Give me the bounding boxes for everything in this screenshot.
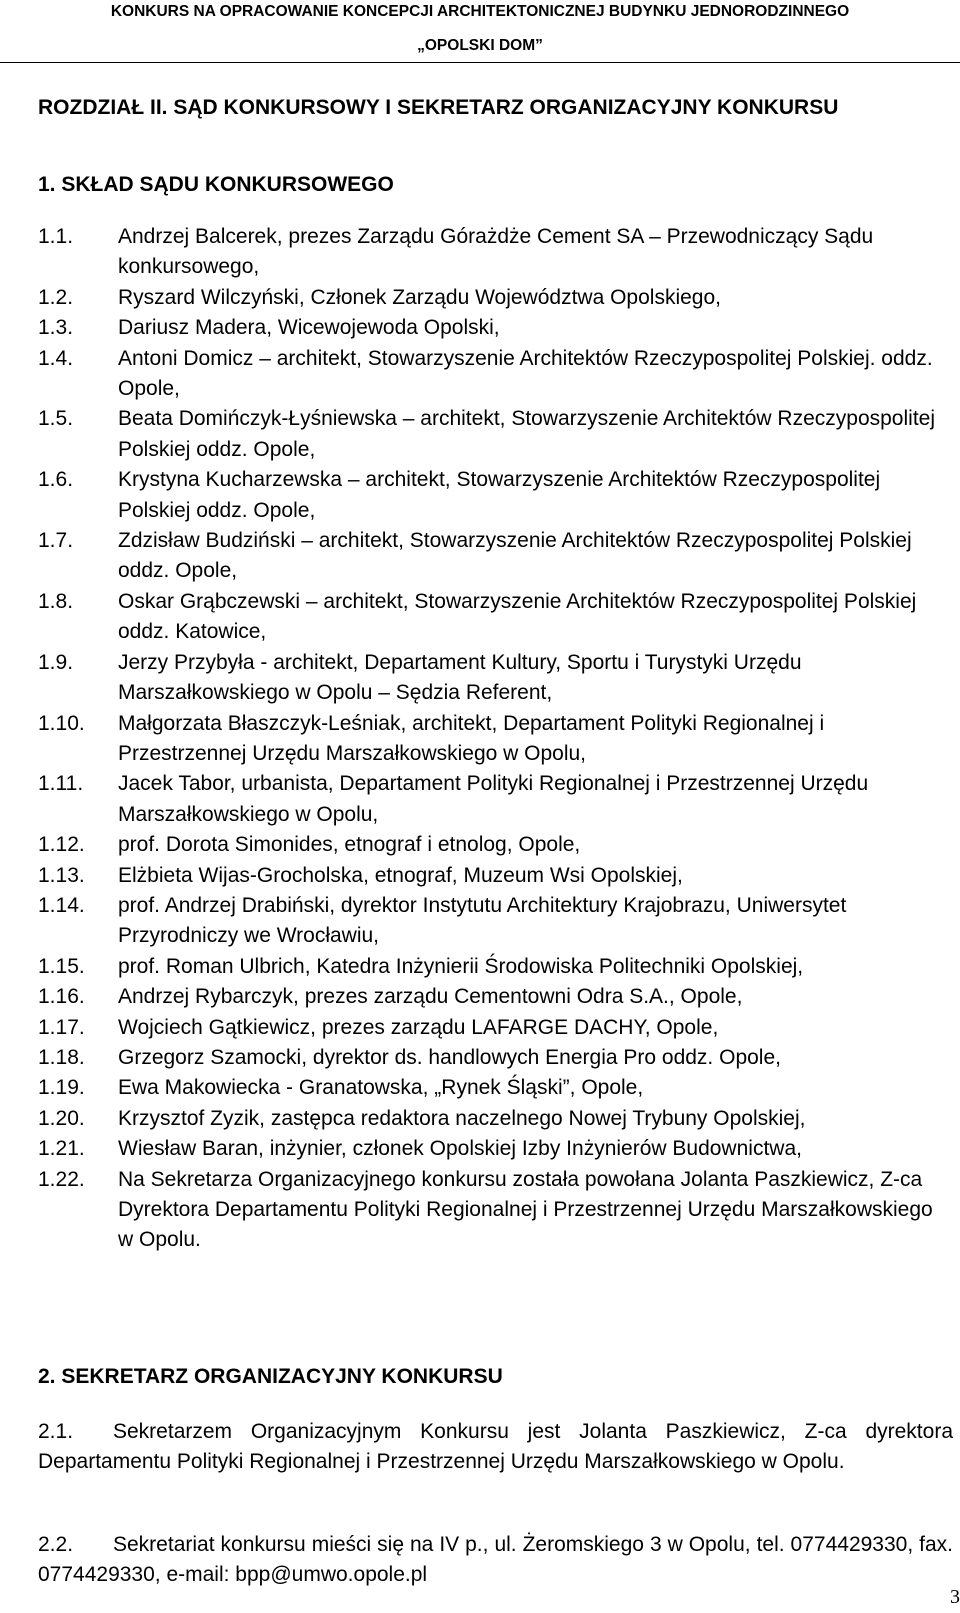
item-number: 1.18. bbox=[38, 1045, 85, 1069]
item-number: 1.21. bbox=[38, 1137, 85, 1161]
item-text: prof. Dorota Simonides, etnograf i etnolog, Opole, bbox=[118, 833, 581, 857]
item-text: Ryszard Wilczyński, Członek Zarządu Województwa Opolskiego, bbox=[118, 285, 721, 309]
item-number: 1.20. bbox=[38, 1106, 85, 1130]
item-text: Andrzej Rybarczyk, prezes zarządu Cementowni Odra S.A., Opole, bbox=[118, 985, 743, 1009]
paragraph-2-1 bbox=[38, 1417, 953, 1477]
paragraph-text: Sekretariat konkursu mieści się na IV p., ul. Żeromskiego 3 w Opolu, tel. 0774429330, fax. 0774429330, e-mail: bpp@umwo.opole.pl bbox=[38, 1533, 953, 1586]
list-item bbox=[38, 1073, 953, 1103]
item-number: 1.12. bbox=[38, 833, 85, 857]
paragraph-2-2 bbox=[38, 1530, 953, 1590]
item-number: 1.13. bbox=[38, 863, 85, 887]
list-item bbox=[38, 587, 953, 648]
header-title: KONKURS NA OPRACOWANIE KONCEPCJI ARCHITEKTONICZNEJ BUDYNKU JEDNORODZINNEGO bbox=[110, 3, 850, 20]
list-item bbox=[38, 344, 953, 405]
item-number: 1.19. bbox=[38, 1076, 85, 1100]
paragraph-number: 2.2. bbox=[38, 1533, 74, 1556]
list-item bbox=[38, 222, 953, 283]
item-number: 1.14. bbox=[38, 893, 85, 917]
item-text: Ewa Makowiecka - Granatowska, „Rynek Śląski”, Opole, bbox=[118, 1076, 644, 1100]
item-text: prof. Andrzej Drabiński, dyrektor Instytutu Architektury Krajobrazu, Uniwersytet Przyrodniczy we Wrocławiu, bbox=[118, 893, 847, 948]
item-text: Andrzej Balcerek, prezes Zarządu Górażdże Cement SA – Przewodniczący Sądu konkursowego, bbox=[118, 225, 874, 279]
item-text: Grzegorz Szamocki, dyrektor ds. handlowych Energia Pro oddz. Opole, bbox=[118, 1045, 781, 1069]
item-number: 1.15. bbox=[38, 954, 85, 978]
item-text: Jacek Tabor, urbanista, Departament Polityki Regionalnej i Przestrzennej Urzędu Marszałkowskiego w Opolu, bbox=[118, 772, 869, 826]
header-divider bbox=[0, 62, 960, 63]
item-number: 1.4. bbox=[38, 346, 74, 370]
item-number: 1.7. bbox=[38, 529, 74, 553]
section-title-2: 2. SEKRETARZ ORGANIZACYJNY KONKURSU bbox=[38, 1365, 503, 1388]
item-text: Oskar Grąbczewski – architekt, Stowarzyszenie Architektów Rzeczypospolitej Polskiej oddz. Katowice, bbox=[118, 589, 917, 644]
list-item bbox=[38, 1013, 953, 1043]
list-item bbox=[38, 769, 953, 830]
item-number: 1.5. bbox=[38, 407, 74, 431]
list-item bbox=[38, 526, 953, 587]
item-number: 1.2. bbox=[38, 285, 74, 309]
item-number: 1.11. bbox=[38, 772, 84, 796]
item-text: Wojciech Gątkiewicz, prezes zarządu LAFARGE DACHY, Opole, bbox=[118, 1015, 719, 1039]
item-number: 1.16. bbox=[38, 985, 85, 1009]
item-text: Na Sekretarza Organizacyjnego konkursu została powołana Jolanta Paszkiewicz, Z-ca Dyrektora Departamentu Polityki Regionalnej i Przestrzennej Urzędu Marszałkowskiego w Opolu. bbox=[118, 1167, 933, 1252]
list-item bbox=[38, 465, 953, 526]
list-item bbox=[38, 648, 953, 709]
item-text: prof. Roman Ulbrich, Katedra Inżynierii Środowiska Politechniki Opolskiej, bbox=[118, 954, 804, 978]
item-number: 1.9. bbox=[38, 650, 74, 674]
page-number: 3 bbox=[950, 1586, 960, 1608]
header-subtitle: „OPOLSKI DOM” bbox=[417, 37, 543, 54]
list-item bbox=[38, 283, 953, 313]
item-number: 1.17. bbox=[38, 1015, 85, 1039]
list-item bbox=[38, 313, 953, 343]
item-number: 1.8. bbox=[38, 589, 74, 613]
item-text: Zdzisław Budziński – architekt, Stowarzyszenie Architektów Rzeczypospolitej Polskiej oddz. Opole, bbox=[118, 529, 912, 583]
list-item bbox=[38, 891, 953, 952]
item-text: Elżbieta Wijas-Grocholska, etnograf, Muzeum Wsi Opolskiej, bbox=[118, 863, 683, 887]
item-text: Krystyna Kucharzewska – architekt, Stowarzyszenie Architektów Rzeczypospolitej Polskiej oddz. Opole, bbox=[118, 468, 881, 522]
item-text: Antoni Domicz – architekt, Stowarzyszenie Architektów Rzeczypospolitej Polskiej. oddz. Opole, bbox=[118, 346, 933, 401]
item-text: Beata Domińczyk-Łyśniewska – architekt, Stowarzyszenie Architektów Rzeczypospolitej Polskiej oddz. Opole, bbox=[118, 407, 936, 461]
item-text: Wiesław Baran, inżynier, członek Opolskiej Izby Inżynierów Budownictwa, bbox=[118, 1137, 802, 1161]
list-item bbox=[38, 830, 953, 860]
item-text: Dariusz Madera, Wicewojewoda Opolski, bbox=[118, 316, 500, 340]
item-number: 1.1. bbox=[38, 225, 74, 248]
list-item bbox=[38, 1134, 953, 1164]
list-item bbox=[38, 404, 953, 465]
jury-members-list bbox=[38, 222, 953, 1256]
list-item bbox=[38, 861, 953, 891]
list-item bbox=[38, 982, 953, 1012]
list-item bbox=[38, 1165, 953, 1256]
item-number: 1.10. bbox=[38, 711, 85, 735]
chapter-title: ROZDZIAŁ II. SĄD KONKURSOWY I SEKRETARZ ORGANIZACYJNY KONKURSU bbox=[38, 96, 839, 119]
list-item bbox=[38, 1104, 953, 1134]
paragraph-number: 2.1. bbox=[38, 1420, 74, 1443]
paragraph-text: Sekretarzem Organizacyjnym Konkursu jest Jolanta Paszkiewicz, Z-ca dyrektora Departamentu Polityki Regionalnej i Przestrzennej Urzędu Marszałkowskiego w Opolu. bbox=[38, 1420, 953, 1473]
item-text: Jerzy Przybyła - architekt, Departament Kultury, Sportu i Turystyki Urzędu Marszałkowskiego w Opolu – Sędzia Referent, bbox=[118, 650, 802, 705]
section-title-1: 1. SKŁAD SĄDU KONKURSOWEGO bbox=[38, 173, 394, 196]
list-item bbox=[38, 709, 953, 770]
item-number: 1.6. bbox=[38, 468, 74, 492]
item-number: 1.3. bbox=[38, 316, 74, 340]
list-item bbox=[38, 952, 953, 982]
item-text: Krzysztof Zyzik, zastępca redaktora naczelnego Nowej Trybuny Opolskiej, bbox=[118, 1106, 806, 1130]
item-text: Małgorzata Błaszczyk-Leśniak, architekt, Departament Polityki Regionalnej i Przestrzennej Urzędu Marszałkowskiego w Opolu, bbox=[118, 711, 825, 765]
list-item bbox=[38, 1043, 953, 1073]
item-number: 1.22. bbox=[38, 1167, 85, 1191]
